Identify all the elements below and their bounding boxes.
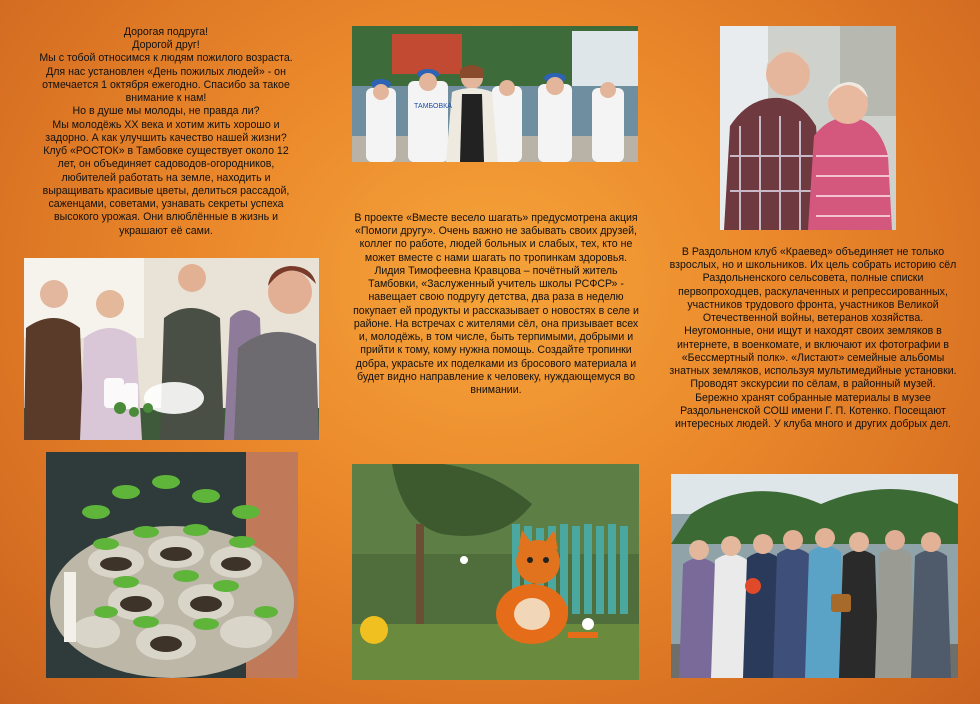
left-text-block bbox=[34, 26, 298, 238]
right-text-block bbox=[668, 246, 958, 431]
photo-two-women bbox=[720, 26, 896, 230]
middle-body-text: В проекте «Вместе весело шагать» предусмотрена акция «Помоги другу». Очень важно не забывать своих друзей, коллег по работе, людей больных и слабых, тех, кто не может вместе с нами шагать по тропинкам здоровья. Лидия Тимофеевна Кравцова – почётный житель Тамбовки, «Заслуженный учитель школы РСФСР» - навещает свою подругу детства, два раза в неделю покупает ей продукты и рассказывает о новостях в селе и районе. На встречах с жителями сёл, она призывает всех и, молодёжь, в том числе, быть терпимыми, добрыми и прийти к тому, кому нужна помощь. Создайте тропинки добра, украсьте их поделками из бросового материала и будет видно направление к человеку, нуждающемуся во внимании. bbox=[353, 212, 639, 397]
photo-garden-cat-sculpture bbox=[352, 464, 639, 680]
photo-women-at-table bbox=[24, 258, 319, 440]
shirt-text: ТАМБОВКА bbox=[414, 103, 452, 110]
middle-text-block bbox=[350, 212, 642, 397]
photo-seedlings bbox=[46, 452, 298, 678]
right-body-text: В Раздольном клуб «Краевед» объединяет не только взрослых, но и школьников. Их цель собрать историю сёл Раздольненского сельсовета, полные списки первопроходцев, раскулаченных и репрессированных, участников трудового фронта, участников Великой Отечественной войны, ветеранов хозяйства. Неугомонные, они ищут и находят своих земляков в интернете, в военкомате, и включают их фотографии в «Бессмертный полк». «Листают» семейные альбомы знатных земляков, используя мультимедийные установки. Проводят экскурсии по сёлам, в районный музей. Бережно хранят собранные материалы в музее Раздольненской СОШ имени Г. П. Котенко. Посещают интересных людей. У клуба много и других добрых дел. bbox=[669, 246, 957, 431]
greeting-text: Дорогая подруга! Дорогой друг! bbox=[123, 26, 209, 52]
left-body-text: Мы с тобой относимся к людям пожилого возраста. Для нас установлен «День пожилых людей» - он отмечается 1 октября ежегодно. Спасибо за такое внимание к нам! Но в душе мы молоды, не правда ли? Мы молодёжь XX века и хотим жить хорошо и задорно. А как улучшить качество нашей жизни? Клуб «РОСТОК» в Тамбовке существует около 12 лет, он объединяет садоводов-огородников, любителей работать на земле, находить и выращивать красивые цветы, делиться рассадой, саженцами, советами, узнавать секреты успеха высокого урожая. Они влюблённые в жизнь и украшают её сами. bbox=[39, 52, 293, 237]
photo-group-outdoors bbox=[671, 474, 958, 678]
photo-group-exercise bbox=[352, 26, 638, 162]
